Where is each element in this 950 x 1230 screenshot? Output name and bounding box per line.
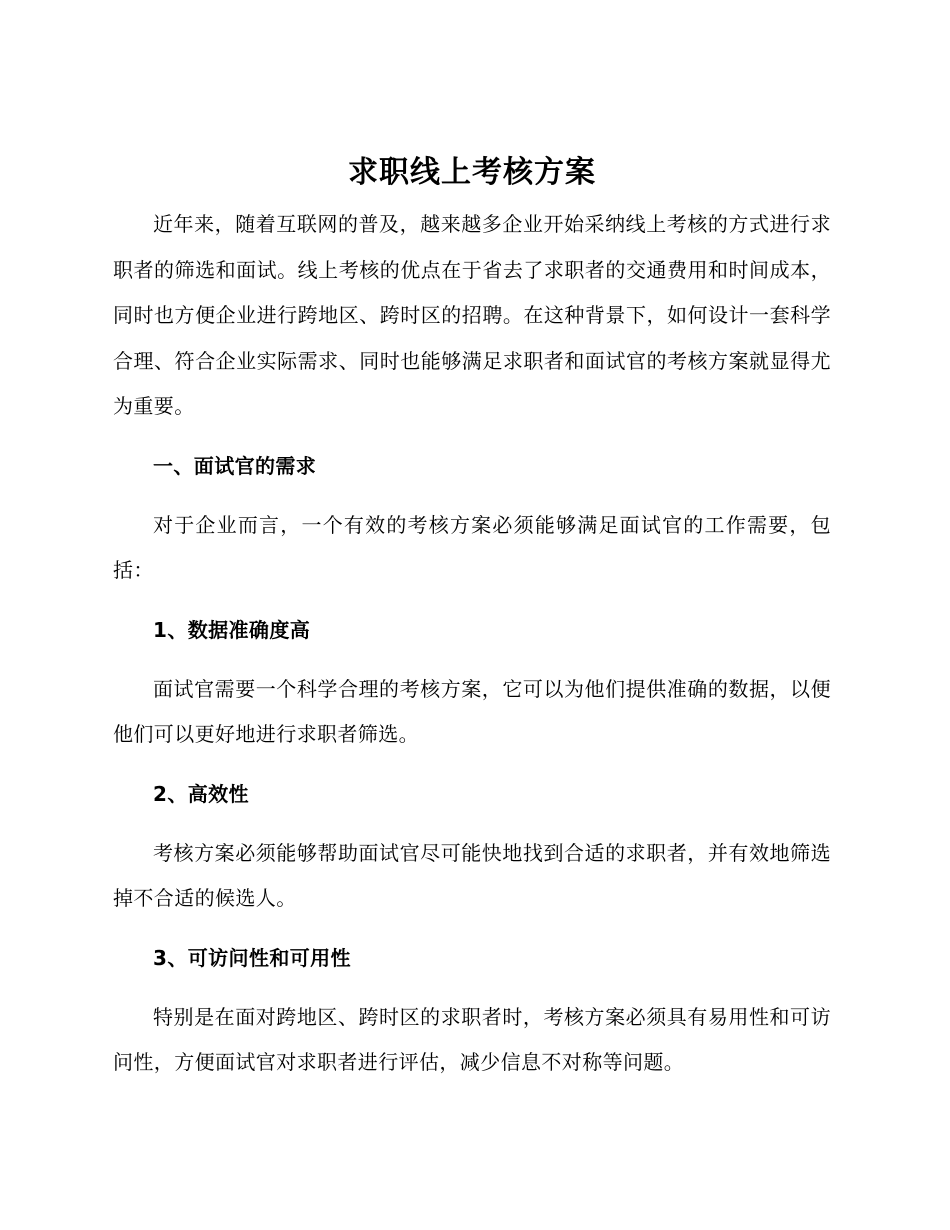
spacer — [113, 922, 831, 936]
section-heading-interviewer-needs: 一、面试官的需求 — [153, 453, 317, 478]
item-heading-data-accuracy: 1、数据准确度高 — [153, 617, 311, 642]
item-paragraph-accessibility: 特别是在面对跨地区、跨时区的求职者时，考核方案必须具有易用性和可访问性，方便面试官对求职者进行评估，减少信息不对称等问题。 — [113, 1004, 831, 1074]
spacer — [113, 430, 831, 444]
spacer — [113, 981, 831, 995]
spacer — [113, 653, 831, 667]
spacer — [113, 817, 831, 831]
spacer — [113, 489, 831, 503]
section-paragraph-interviewer-needs: 对于企业而言，一个有效的考核方案必须能够满足面试官的工作需要，包括： — [113, 512, 831, 582]
item-paragraph-data-accuracy: 面试官需要一个科学合理的考核方案，它可以为他们提供准确的数据，以便他们可以更好地进行求职者筛选。 — [113, 676, 831, 746]
document-title: 求职线上考核方案 — [348, 155, 596, 190]
item-heading-accessibility: 3、可访问性和可用性 — [153, 945, 351, 970]
spacer — [113, 594, 831, 608]
spacer — [113, 758, 831, 772]
document-page — [113, 150, 831, 1086]
intro-paragraph: 近年来，随着互联网的普及，越来越多企业开始采纳线上考核的方式进行求职者的筛选和面试。线上考核的优点在于省去了求职者的交通费用和时间成本，同时也方便企业进行跨地区、跨时区的招聘。在这种背景下，如何设计一套科学合理、符合企业实际需求、同时也能够满足求职者和面试官的考核方案就显得尤为重要。 — [113, 212, 831, 418]
item-heading-efficiency: 2、高效性 — [153, 781, 249, 806]
item-paragraph-efficiency: 考核方案必须能够帮助面试官尽可能快地找到合适的求职者，并有效地筛选掉不合适的候选人。 — [113, 840, 831, 910]
